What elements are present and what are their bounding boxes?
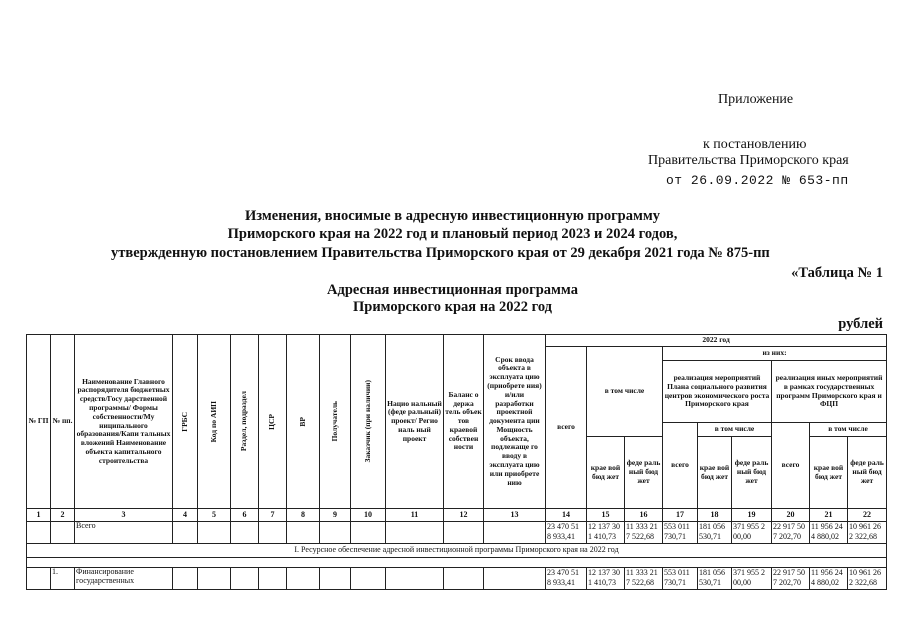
col-recipient-header: Получатель <box>320 335 351 509</box>
col-name-header: Наименование Главного распорядителя бюджетных средств/Госу дарственной программы/ Формы собственности/Му ниципального образования/Капи тальных вложений Наименование объекта капитального строительства <box>75 335 173 509</box>
government-label: Правительства Приморского края <box>648 153 849 168</box>
col-aip-code-header: Код по АИП <box>198 335 231 509</box>
col-number: 20 <box>772 509 810 522</box>
resolution-date: от 26.09.2022 № 653-пп <box>666 173 849 188</box>
item-row-number: 1. <box>51 568 75 590</box>
col-pp-header: № пп. <box>51 335 75 509</box>
total-header: всего <box>546 347 587 509</box>
col-number: 22 <box>848 509 887 522</box>
table-cell: 11 333 21 7 522,68 <box>625 568 663 590</box>
col-number: 4 <box>173 509 198 522</box>
plan-federal-header: феде раль ный бюд жет <box>732 437 772 509</box>
investment-program-table <box>26 334 887 590</box>
table-cell: 22 917 50 7 202,70 <box>772 568 810 590</box>
col-number: 16 <box>625 509 663 522</box>
table-cell: 181 056 530,71 <box>698 522 732 544</box>
plan-group-header: реализация мероприятий Плана социального развития центров экономического роста Приморского края <box>663 361 772 423</box>
col-csr-header: ЦСР <box>259 335 287 509</box>
plan-incl-header: в том числе <box>698 423 772 437</box>
col-number: 6 <box>231 509 259 522</box>
other-regional-header: крае вой бюд жет <box>810 437 848 509</box>
year-header: 2022 год <box>546 335 887 347</box>
total-row <box>27 522 887 544</box>
table-cell: 10 961 26 2 322,68 <box>848 522 887 544</box>
col-number: 2 <box>51 509 75 522</box>
federal-header: феде раль ный бюд жет <box>625 437 663 509</box>
col-number: 18 <box>698 509 732 522</box>
col-number: 3 <box>75 509 173 522</box>
table-cell: 10 961 26 2 322,68 <box>848 568 887 590</box>
table-cell: 22 917 50 7 202,70 <box>772 522 810 544</box>
col-vr-header: ВР <box>287 335 320 509</box>
col-number: 14 <box>546 509 587 522</box>
table-cell: 11 956 24 4 880,02 <box>810 522 848 544</box>
table-cell: 371 955 2 00,00 <box>732 568 772 590</box>
col-number: 13 <box>484 509 546 522</box>
title-line-1: Изменения, вносимые в адресную инвестиционную программу <box>244 208 660 224</box>
other-group-header: реализация иных мероприятий в рамках государственных программ Приморского края и ФЦП <box>772 361 887 423</box>
col-number: 21 <box>810 509 848 522</box>
title-line-2: Приморского края на 2022 год и плановый период 2023 и 2024 годов, <box>227 226 678 242</box>
col-number: 17 <box>663 509 698 522</box>
col-grbs-header: ГРБС <box>173 335 198 509</box>
col-number: 15 <box>587 509 625 522</box>
title-line-3: утвержденную постановлением Правительства Приморского края от 29 декабря 2021 года № 875-пп <box>111 245 770 261</box>
appendix-label: Приложение <box>718 92 794 107</box>
regional-header: крае вой бюд жет <box>587 437 625 509</box>
table-cell: 12 137 30 1 410,73 <box>587 522 625 544</box>
subtitle-1: Адресная инвестиционная программа <box>327 282 578 298</box>
col-number: 19 <box>732 509 772 522</box>
column-numbers-row <box>27 509 887 522</box>
table-cell: 12 137 30 1 410,73 <box>587 568 625 590</box>
col-gp-header: № ГП <box>27 335 51 509</box>
col-number: 8 <box>287 509 320 522</box>
units-label: рублей <box>838 316 883 332</box>
section-row: I. Ресурсное обеспечение адресной инвестиционной программы Приморского края на 2022 год <box>27 544 887 558</box>
table-cell: 181 056 530,71 <box>698 568 732 590</box>
col-term-header: Срок ввода объекта в эксплуата цию (приобрете ния) и/или разработки проектной документа ции Мощность объекта, подлежаще го вводу в эксплуата цию или приобрете нию <box>484 335 546 509</box>
incl-header: в том числе <box>587 347 663 437</box>
col-number: 11 <box>386 509 444 522</box>
table-cell: 11 956 24 4 880,02 <box>810 568 848 590</box>
item-row-label: Финансирование государственных <box>75 568 173 590</box>
other-incl-header: в том числе <box>810 423 887 437</box>
table-cell: 553 011 730,71 <box>663 522 698 544</box>
col-section-header: Раздел, подраздел <box>231 335 259 509</box>
other-federal-header: феде раль ный бюд жет <box>848 437 887 509</box>
item-row <box>27 568 887 590</box>
plan-regional-header: крае вой бюд жет <box>698 437 732 509</box>
table-reference: «Таблица № 1 <box>791 265 883 281</box>
plan-total-header: всего <box>663 423 698 509</box>
col-holder-header: Баланс о держа тель объек тов краевой собствен ности <box>444 335 484 509</box>
col-number: 7 <box>259 509 287 522</box>
table-cell: 553 011 730,71 <box>663 568 698 590</box>
col-number: 5 <box>198 509 231 522</box>
table-cell: 11 333 21 7 522,68 <box>625 522 663 544</box>
other-total-header: всего <box>772 423 810 509</box>
table-cell: 371 955 2 00,00 <box>732 522 772 544</box>
resolution-label: к постановлению <box>703 137 807 152</box>
subtitle-2: Приморского края на 2022 год <box>352 299 553 315</box>
col-number: 12 <box>444 509 484 522</box>
col-customer-header: Заказчик (при наличии) <box>351 335 386 509</box>
col-number: 1 <box>27 509 51 522</box>
col-number: 9 <box>320 509 351 522</box>
table-cell: 23 470 51 8 933,41 <box>546 568 587 590</box>
col-number: 10 <box>351 509 386 522</box>
col-project-header: Нацио нальный (феде ральный) проект/ Регио наль ный проект <box>386 335 444 509</box>
total-row-label: Всего <box>75 522 173 544</box>
table-cell: 23 470 51 8 933,41 <box>546 522 587 544</box>
of-which-header: из них: <box>663 347 887 361</box>
